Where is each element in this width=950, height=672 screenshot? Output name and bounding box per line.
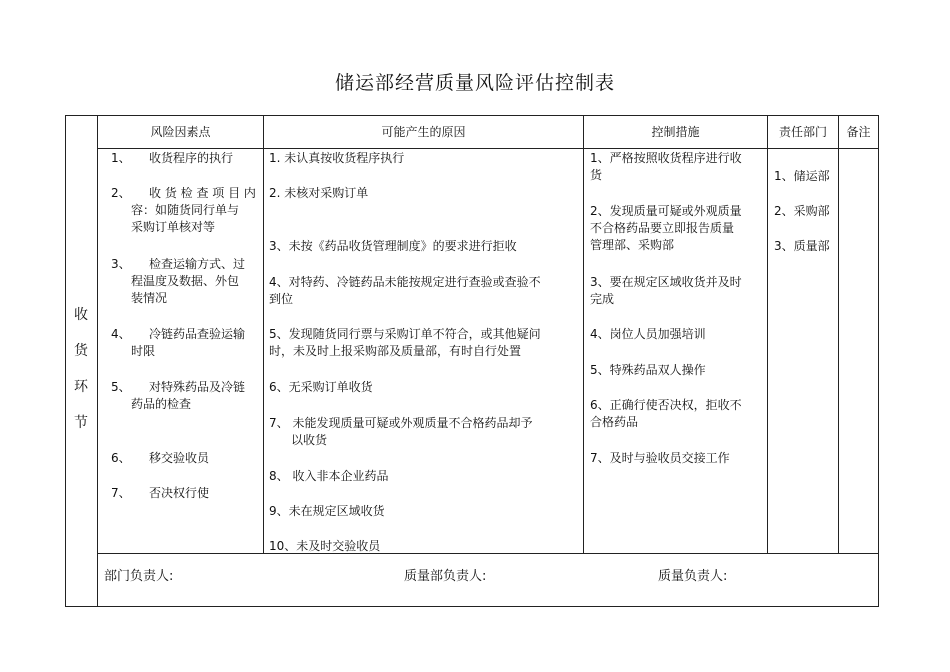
- quality-dept-head-signature: 质量部负责人:: [404, 569, 487, 584]
- cause-item: 8、 收入非本企业药品: [269, 469, 389, 483]
- header-risk-factors: 风险因素点: [150, 125, 211, 139]
- cause-item: 9、未在规定区域收货: [269, 504, 385, 518]
- control-item: 1、严格按照收货程序进行收 货: [590, 151, 742, 182]
- dept-item: 3、质量部: [774, 239, 830, 253]
- control-item: 2、发现质量可疑或外观质量 不合格药品要立即报告质量 管理部、采购部: [590, 204, 742, 252]
- header-control-measures: 控制措施: [651, 125, 700, 139]
- risk-item: 4、 冷链药品查验运输 时限: [111, 327, 246, 358]
- risk-item: 1、 收货程序的执行: [111, 151, 234, 165]
- header-possible-causes: 可能产生的原因: [381, 125, 466, 139]
- dept-head-signature: 部门负责人:: [104, 569, 174, 584]
- header-responsible-dept: 责任部门: [778, 125, 827, 139]
- control-item: 4、岗位人员加强培训: [590, 327, 706, 341]
- stage-char: 货: [74, 343, 88, 359]
- risk-item: 7、 否决权行使: [111, 486, 210, 500]
- risk-item: 3、 检查运输方式、过 程温度及数据、外包 装情况: [111, 257, 246, 305]
- cause-item: 2. 未核对采购订单: [269, 186, 369, 200]
- stage-char: 收: [74, 307, 88, 323]
- risk-item: 6、 移交验收员: [111, 451, 210, 465]
- control-item: 5、特殊药品双人操作: [590, 363, 706, 377]
- header-remarks: 备注: [846, 125, 871, 139]
- stage-char: 节: [74, 415, 88, 431]
- risk-item: 5、 对特殊药品及冷链 药品的检查: [111, 380, 246, 411]
- cause-item: 3、未按《药品收货管理制度》的要求进行拒收: [269, 239, 517, 253]
- dept-item: 2、采购部: [774, 204, 830, 218]
- stage-label: [66, 297, 96, 441]
- control-item: 3、要在规定区域收货并及时 完成: [590, 275, 742, 306]
- cause-item: 5、发现随货同行票与采购订单不符合，或其他疑问 时，未及时上报采购部及质量部，有时自行处置: [269, 327, 541, 358]
- cause-item: 10、未及时交验收员: [269, 539, 381, 553]
- cause-item: 7、 未能发现质量可疑或外观质量不合格药品却予 以收货: [269, 416, 533, 447]
- cause-item: 6、无采购订单收货: [269, 380, 373, 394]
- control-item: 6、正确行使否决权，拒收不 合格药品: [590, 398, 742, 429]
- cause-item: 1. 未认真按收货程序执行: [269, 151, 405, 165]
- risk-item: 2、 收 货 检 查 项 目 内 容：如随货同行单与 采购订单核对等: [111, 186, 256, 234]
- page-title: 储运部经营质量风险评估控制表: [334, 72, 615, 94]
- control-item: 7、及时与验收员交接工作: [590, 451, 730, 465]
- stage-char: 环: [74, 379, 88, 395]
- cause-item: 4、对特药、冷链药品未能按规定进行查验或查验不 到位: [269, 275, 541, 306]
- quality-head-signature: 质量负责人:: [658, 569, 728, 584]
- dept-item: 1、储运部: [774, 169, 830, 183]
